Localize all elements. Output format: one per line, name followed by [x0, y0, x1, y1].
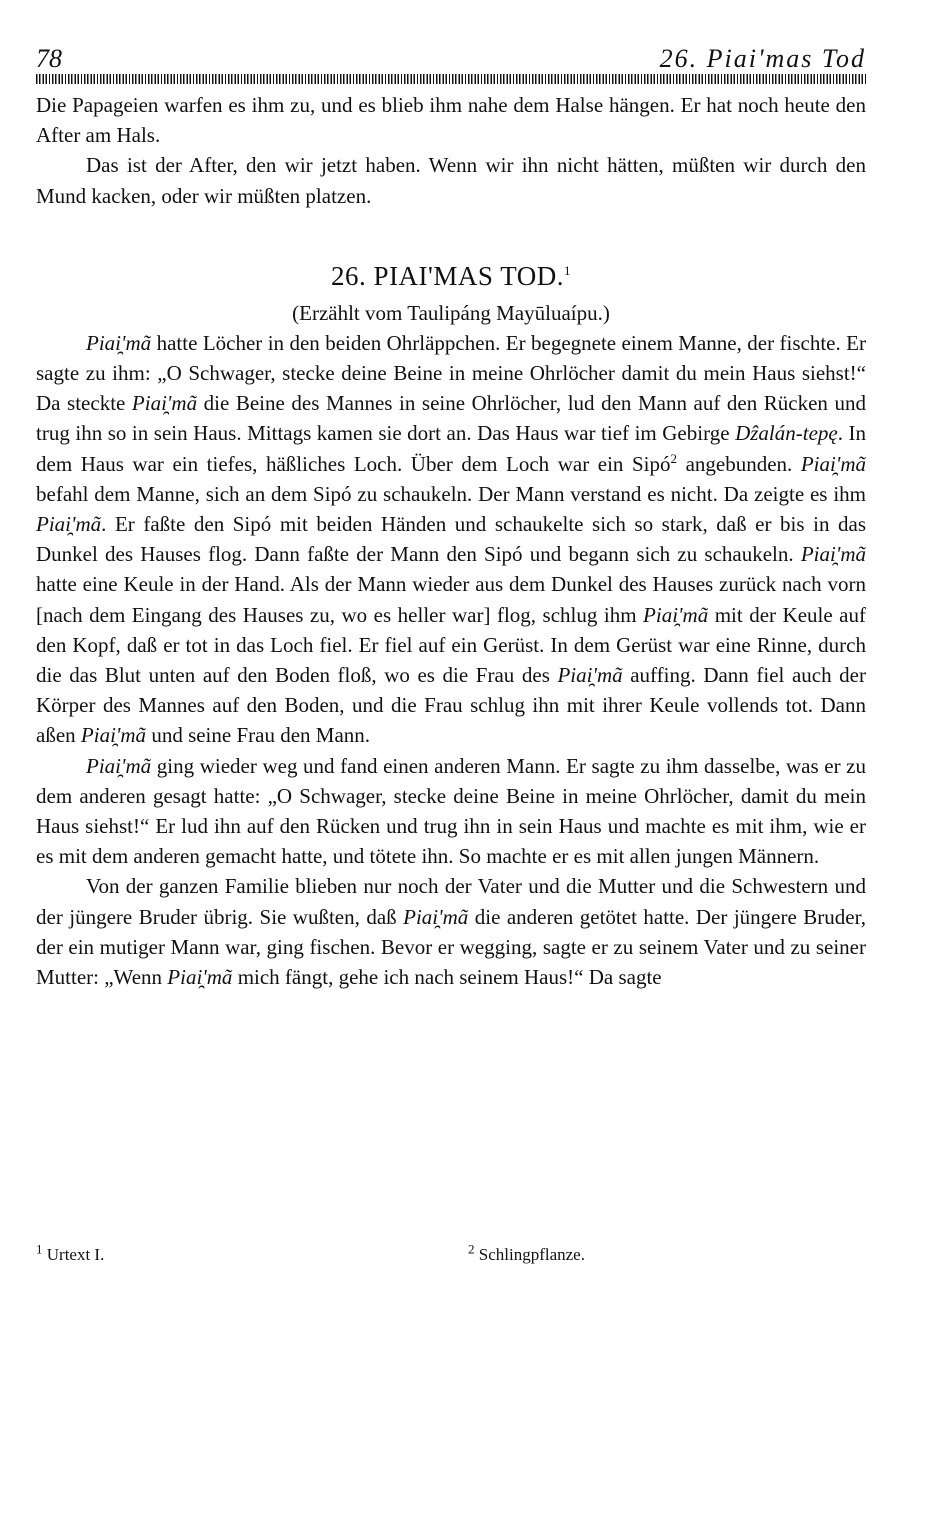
paragraph-1-text: auffing. Dann fiel auch der Körper des Mannes auf den Boden, und die Frau schlug ihn mit ihrer Keule vollends tot. Dann aßen [36, 663, 867, 748]
paragraph-2 [36, 751, 866, 872]
name-piaima: Piai̯'mã [36, 512, 102, 537]
paragraph-1-text: hatte eine Keule in der Hand. Als der Mann wieder aus dem Dunkel des Hauses zurück nach vorn [nach dem Eingang des Hauses zu, wo es heller war] flog, schlug ihm [36, 572, 866, 627]
paragraph-1-text: hatte Löcher in den beiden Ohrläppchen. Er begegnete einem Manne, der fischte. Er sagte zu ihm: „O Schwager, stecke deine Beine in meine Ohrlöcher damit du mein Haus siehst!“ Da steckte [36, 330, 866, 416]
name-dzalan-tepe: Dẑalán-tepę [735, 421, 838, 446]
paragraph-2-text: ging wieder weg und fand einen anderen Mann. Er sagte zu ihm dasselbe, was er zu dem anderen gesagt hatte: „O Schwager, stecke deine Beine in meine Ohrlöcher, damit du mein Haus siehst!“ Er lud ihn auf den Rücken und trug ihn in sein Haus und machte es mit ihm, wie er es mit dem anderen gemacht hatte, und tötete ihn. So machte er es mit allen jungen Männern. [36, 753, 866, 869]
header-rule [36, 74, 866, 84]
paragraph-3 [36, 871, 866, 992]
paragraph-1-text: angebunden. [677, 451, 801, 476]
paragraph-3-text: mich fängt, gehe ich nach seinem Haus!“ Da sagte [232, 965, 662, 990]
footnote-mark: 2 [468, 1241, 475, 1257]
footnote-mark: 1 [36, 1241, 43, 1257]
paragraph-1-text: befahl dem Manne, sich an dem Sipó zu schaukeln. Der Mann verstand es nicht. Da zeigte es ihm [36, 481, 866, 506]
name-piaima: Piai̯'mã [403, 904, 469, 929]
body-text [36, 90, 866, 992]
running-title: 26. Piai'mas Tod [659, 44, 866, 73]
footnote-1 [36, 1243, 104, 1267]
name-piaima: Piai̯'mã [80, 723, 147, 748]
name-piaima: Piai̯'mã [643, 602, 709, 627]
footnote-ref-1: 1 [563, 262, 571, 278]
paragraph-1-text: die Beine des Mannes in seine Ohrlöcher, lud den Mann auf den Rücken und trug ihn so in sein Haus. Mittags kamen sie dort an. Das Haus war tief im Gebirge [36, 391, 866, 446]
name-piaima: Piai̯'mã [557, 663, 623, 688]
footnote-ref-2: 2 [670, 450, 678, 466]
page-header [36, 44, 866, 78]
paragraph-3-text: Von der ganzen Familie blieben nur noch der Vater und die Mutter und die Schwestern und der jüngere Bruder übrig. Sie wußten, daß [36, 874, 866, 929]
intro-paragraph-1: Die Papageien warfen es ihm zu, und es blieb ihm nahe dem Halse hängen. Er hat noch heute den After am Hals. [36, 93, 866, 148]
intro-paragraph-2: Das ist der After, den wir jetzt haben. Wenn wir ihn nicht hätten, müßten wir durch den Mund kacken, oder wir müßten platzen. [36, 153, 866, 208]
section-title-text: 26. PIAI'MAS TOD. [331, 260, 564, 291]
name-piaima: Piai̯'mã [86, 330, 152, 355]
footnote-text: Urtext I. [42, 1245, 105, 1264]
footnote-2 [468, 1243, 585, 1267]
name-piaima: Piai̯'mã [800, 451, 867, 476]
paragraph-3-text: die anderen getötet hatte. Der jüngere Bruder, der ein mutiger Mann war, ging fischen. Bevor er wegging, sagte er zu seinem Vater und zu seiner Mutter: „Wenn [36, 904, 866, 990]
name-piaima: Piai̯'mã [800, 542, 866, 567]
paragraph-1 [36, 328, 866, 751]
name-piaima: Piai̯'mã [167, 965, 233, 990]
paragraph-1-text: mit der Keule auf den Kopf, daß er tot in das Loch fiel. Er fiel auf ein Gerüst. In dem Gerüst war eine Rinne, durch die das Blut unten auf den Boden floß, wo es die Frau des [36, 602, 866, 688]
name-piaima: Piai̯'mã [131, 391, 198, 416]
page-number: 78 [36, 44, 62, 73]
section-subtitle: (Erzählt vom Taulipáng Mayūluaípu.) [292, 300, 610, 325]
paragraph-1-text: . In dem Haus war ein tiefes, häßliches Loch. Über dem Loch war ein Sipó [36, 421, 866, 476]
paragraph-1-text: . Er faßte den Sipó mit beiden Händen und schaukelte sich so stark, daß er bis in das Dunkel des Hauses flog. Dann faßte der Mann den Sipó und begann sich zu schaukeln. [36, 512, 866, 567]
section-title [36, 258, 866, 294]
footnote-text: Schlingpflanze. [474, 1245, 585, 1264]
name-piaima: Piai̯'mã [86, 753, 152, 778]
paragraph-1-text: und seine Frau den Mann. [146, 723, 371, 748]
